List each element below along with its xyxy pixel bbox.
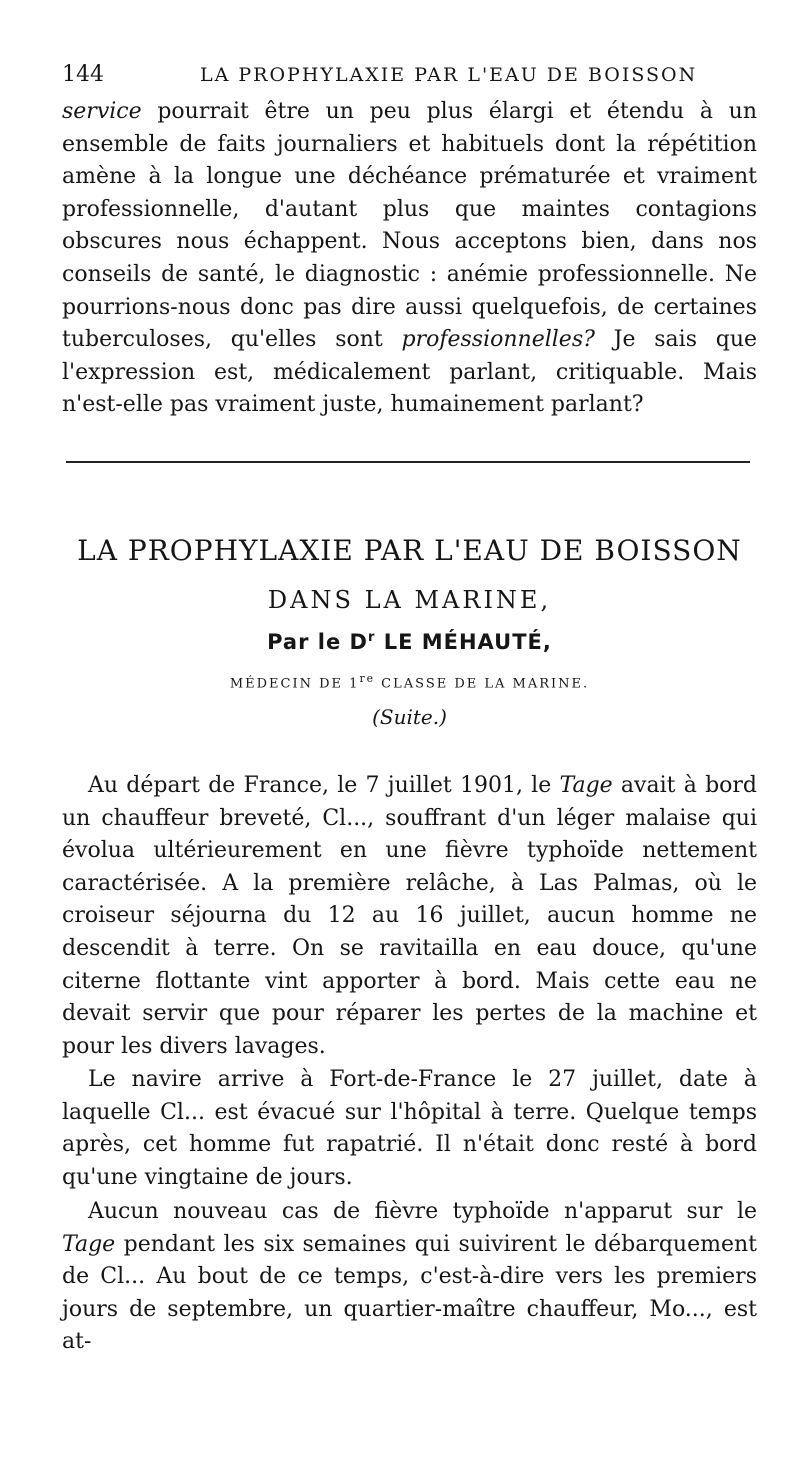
byline-prefix: Par le D — [267, 630, 368, 654]
previous-article-paragraph — [62, 96, 757, 422]
ship-name: Tage — [559, 773, 613, 798]
article-title: LA PROPHYLAXIE PAR L'EAU DE BOISSON — [77, 534, 742, 567]
running-head — [62, 58, 752, 98]
paragraph-text: pendant les six semaines qui suivirent le débarquement de Cl... Au bout de ce temps, c'est-à-dire vers les premiers jours de septembre, un quartier-maître chauffeur, Mo..., est at- — [62, 1231, 757, 1355]
rank-part-b: CLASSE DE LA MARINE. — [375, 676, 590, 692]
paragraph-text: avait à bord un chauffeur breveté, Cl..., souffrant d'un léger malaise qui évolua ultérieurement en une fièvre typhoïde nettement caractérisée. A la première relâche, à Las Palmas, où le croiseur séjourna du 12 au 16 juillet, aucun homme ne descendit à terre. On se ravitailla en eau douce, qu'une citerne flottante vint apporter à bord. Mais cette eau ne devait servir que pour réparer les pertes de la machine et pour les divers lavages. — [62, 773, 757, 1059]
rank-superscript: re — [359, 672, 376, 685]
article-paragraph-2: Le navire arrive à Fort-de-France le 27 juillet, date à laquelle Cl... est évacué sur l'hôpital à terre. Quelque temps après, cet homme fut rapatrié. Il n'était donc resté à bord qu'une vingtaine de jours. — [62, 1067, 757, 1190]
paragraph-text: Au départ de France, le 7 juillet 1901, le — [88, 773, 560, 798]
byline-superscript: r — [367, 630, 376, 645]
article-subtitle: DANS LA MARINE, — [267, 586, 552, 614]
section-divider — [66, 461, 750, 463]
article-paragraph-3 — [62, 1196, 757, 1359]
page-number: 144 — [62, 62, 104, 87]
italic-word-professionnelles: professionnelles? — [401, 327, 595, 353]
continued-label: (Suite.) — [372, 705, 447, 729]
paragraph-text-end: Je sais que l'expression est, médicalement parlant, critiquable. Mais n'est-elle pas vraiment juste, humainement parlant? — [62, 327, 758, 418]
article-byline — [62, 630, 757, 654]
ship-name: Tage — [62, 1231, 116, 1257]
italic-word-service: service — [62, 99, 142, 124]
paragraph-text: Aucun nouveau cas de fièvre typhoïde n'apparut sur le — [88, 1199, 757, 1224]
paragraph-text: pourrait être un peu plus élargi et étendu à un ensemble de faits journaliers et habituels dont la répétition amène à la longue une déchéance prématurée et vraiment professionnelle, d'autant plus que maintes contagions obscures nous échappent. Nous acceptons bien, dans nos conseils de santé, le diagnostic : anémie professionnelle. Ne pourrions-nous donc pas dire aussi quelquefois, de certaines tuberculoses, qu'elles sont — [62, 99, 757, 353]
rank-part-a: MÉDECIN DE 1 — [229, 676, 360, 692]
author-rank — [62, 672, 757, 691]
author-name: LE MÉHAUTÉ, — [375, 630, 552, 654]
article-paragraph-1 — [62, 770, 757, 1063]
running-title: LA PROPHYLAXIE PAR L'EAU DE BOISSON — [200, 64, 698, 86]
